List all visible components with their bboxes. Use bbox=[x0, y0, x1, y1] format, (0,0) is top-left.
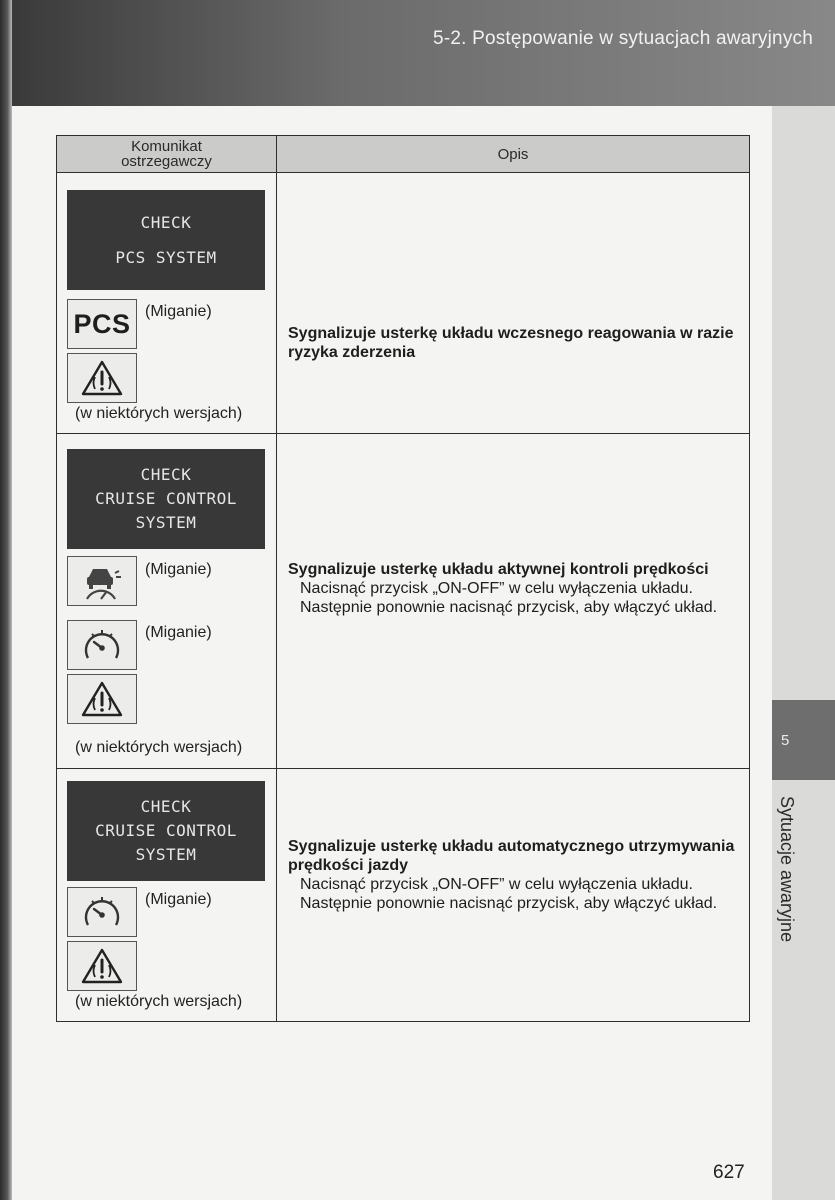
column-header-message-text: Komunikat ostrzegawczy bbox=[121, 138, 212, 170]
master-warning-triangle-icon bbox=[67, 353, 137, 403]
pcs-icon-label: PCS bbox=[73, 308, 131, 339]
lcd-line: CHECK bbox=[140, 797, 192, 816]
availability-note: (w niektórych wersjach) bbox=[75, 993, 243, 1010]
cruise-control-speedometer-icon bbox=[67, 887, 137, 937]
message-cell bbox=[57, 173, 277, 434]
description-text bbox=[288, 837, 743, 913]
description-text bbox=[288, 324, 743, 362]
lcd-line: CRUISE CONTROL bbox=[95, 489, 237, 508]
table-row bbox=[57, 434, 750, 769]
description-body: Nacisnąć przycisk „ON-OFF” w celu wyłączenia układu. Następnie ponownie nacisnąć przycisk, aby włączyć układ. bbox=[300, 876, 718, 912]
master-warning-triangle-icon bbox=[67, 674, 137, 724]
blink-label: (Miganie) bbox=[145, 561, 212, 578]
lcd-message-display bbox=[67, 190, 265, 290]
lcd-line: SYSTEM bbox=[135, 845, 197, 864]
cruise-control-speedometer-icon bbox=[67, 620, 137, 670]
message-cell bbox=[57, 434, 277, 769]
table-row bbox=[57, 173, 750, 434]
description-title: Sygnalizuje usterkę układu automatycznego utrzymywania prędkości jazdy bbox=[288, 838, 735, 874]
availability-note: (w niektórych wersjach) bbox=[75, 405, 243, 422]
lcd-line: CHECK bbox=[140, 465, 192, 484]
column-header-message bbox=[57, 136, 277, 173]
availability-note: (w niektórych wersjach) bbox=[75, 739, 243, 756]
blink-label: (Miganie) bbox=[145, 303, 212, 320]
description-title: Sygnalizuje usterkę układu aktywnej kontroli prędkości bbox=[288, 561, 709, 578]
lcd-message-display bbox=[67, 449, 265, 549]
lcd-line: CRUISE CONTROL bbox=[95, 821, 237, 840]
table-header-row bbox=[57, 136, 750, 173]
description-cell bbox=[277, 769, 750, 1022]
page-number: 627 bbox=[713, 1162, 745, 1183]
radar-cruise-icon bbox=[67, 556, 137, 606]
blink-label: (Miganie) bbox=[145, 891, 212, 908]
lcd-message-display bbox=[67, 781, 265, 881]
description-cell bbox=[277, 434, 750, 769]
description-body: Nacisnąć przycisk „ON-OFF” w celu wyłączenia układu. Następnie ponownie nacisnąć przycisk, aby włączyć układ. bbox=[300, 580, 718, 616]
description-title: Sygnalizuje usterkę układu wczesnego reagowania w razie ryzyka zderzenia bbox=[288, 325, 734, 361]
chapter-label: Sytuacje awaryjne bbox=[777, 796, 797, 943]
pcs-warning-icon bbox=[67, 299, 137, 349]
chapter-number: 5 bbox=[781, 732, 790, 749]
section-title: 5-2. Postępowanie w sytuacjach awaryjnych bbox=[433, 28, 813, 49]
page-header bbox=[12, 0, 835, 106]
description-text bbox=[288, 560, 743, 617]
column-header-description: Opis bbox=[277, 136, 750, 173]
description-cell bbox=[277, 173, 750, 434]
message-cell bbox=[57, 769, 277, 1022]
table-row bbox=[57, 769, 750, 1022]
lcd-line: PCS SYSTEM bbox=[115, 248, 217, 267]
chapter-side-band bbox=[772, 106, 835, 1200]
warning-messages-table bbox=[56, 135, 750, 1022]
lcd-line: CHECK bbox=[140, 213, 192, 232]
lcd-line: SYSTEM bbox=[135, 513, 197, 532]
master-warning-triangle-icon bbox=[67, 941, 137, 991]
blink-label: (Miganie) bbox=[145, 624, 212, 641]
page-edge-strip bbox=[0, 0, 12, 1200]
